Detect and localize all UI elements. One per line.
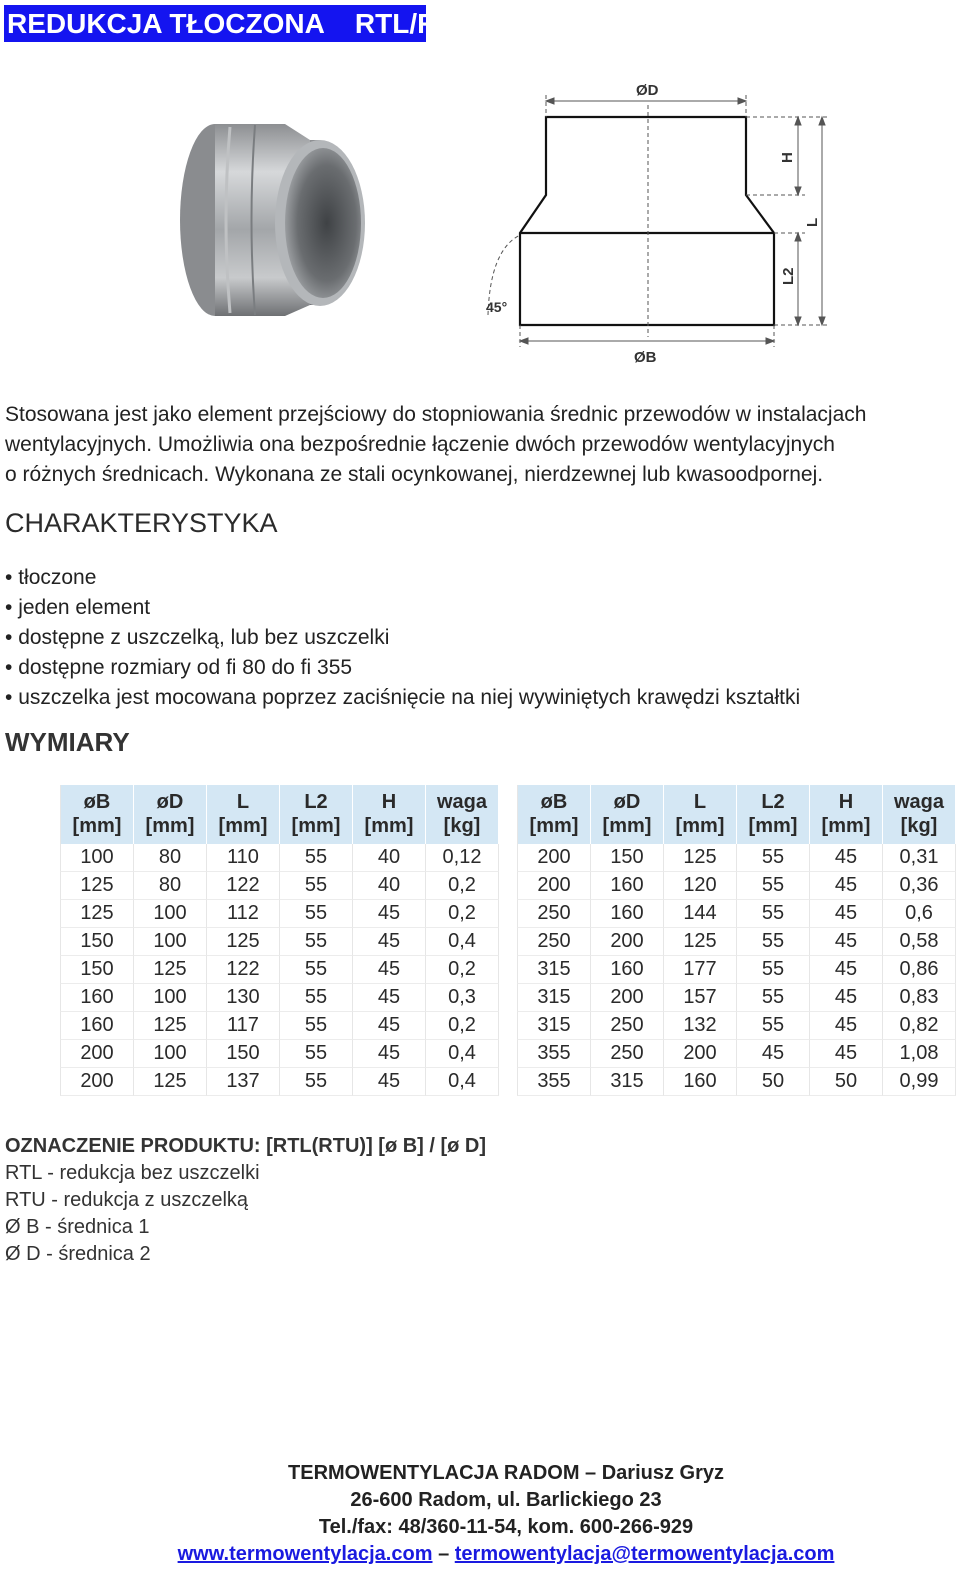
- column-header-text: [mm]: [821, 815, 871, 837]
- table-cell: 0,31: [883, 844, 956, 872]
- table-cell: 125: [134, 1068, 207, 1096]
- table-cell: 100: [134, 984, 207, 1012]
- table-cell: 45: [353, 1068, 426, 1096]
- table-cell: 50: [737, 1068, 810, 1096]
- table-cell: 55: [737, 1012, 810, 1040]
- table-row: [517, 984, 956, 1012]
- table-cell: 45: [353, 1040, 426, 1068]
- column-header: [517, 785, 591, 844]
- table-cell: 150: [60, 928, 134, 956]
- footer-links: [0, 1541, 960, 1568]
- table-cell: 355: [517, 1068, 591, 1096]
- table-row: [517, 1012, 956, 1040]
- label-l: L: [804, 217, 821, 227]
- column-header-text: [mm]: [529, 815, 579, 837]
- table-cell: 45: [810, 956, 883, 984]
- dimensions-heading: WYMIARY: [5, 727, 130, 757]
- table-cell: 80: [134, 844, 207, 872]
- table-cell: 200: [664, 1040, 737, 1068]
- label-l2: L2: [780, 267, 797, 285]
- table-cell: 125: [664, 844, 737, 872]
- column-header-text: øB: [540, 791, 568, 813]
- table-cell: 0,4: [426, 928, 499, 956]
- table-cell: 45: [353, 984, 426, 1012]
- column-header-text: [mm]: [72, 815, 122, 837]
- table-cell: 315: [517, 984, 591, 1012]
- table-row: [517, 872, 956, 900]
- table-cell: 45: [353, 956, 426, 984]
- table-cell: 200: [517, 844, 591, 872]
- table-cell: 55: [737, 900, 810, 928]
- column-header-text: [mm]: [602, 815, 652, 837]
- dimensions-table-right: [517, 785, 956, 1096]
- table-cell: 0,2: [426, 1012, 499, 1040]
- table-row: [60, 928, 499, 956]
- table-cell: 125: [134, 956, 207, 984]
- description-line: o różnych średnicach. Wykonana ze stali ocynkowanej, nierdzewnej lub kwasoodpornej.: [5, 463, 824, 486]
- table-cell: 45: [810, 984, 883, 1012]
- column-header-text: H: [381, 791, 397, 813]
- table-cell: 45: [810, 1040, 883, 1068]
- characteristics-heading: CHARAKTERYSTYKA: [5, 508, 278, 538]
- table-cell: 55: [280, 928, 353, 956]
- column-header-text: [kg]: [443, 815, 481, 837]
- list-item: • tłoczone: [5, 563, 800, 593]
- table-row: [60, 900, 499, 928]
- table-cell: 45: [737, 1040, 810, 1068]
- column-header: [810, 785, 883, 844]
- description: [5, 400, 955, 490]
- table-cell: 130: [207, 984, 280, 1012]
- table-cell: 125: [207, 928, 280, 956]
- column-header-text: [mm]: [145, 815, 195, 837]
- column-header-text: L2: [304, 791, 328, 813]
- table-cell: 0,2: [426, 872, 499, 900]
- column-header: [207, 785, 280, 844]
- column-header-text: L: [236, 791, 250, 813]
- table-row: [60, 844, 499, 872]
- table-cell: 40: [353, 872, 426, 900]
- table-cell: 45: [810, 900, 883, 928]
- table-cell: 55: [737, 872, 810, 900]
- table-cell: 150: [591, 844, 664, 872]
- description-line: wentylacyjnych. Umożliwia ona bezpośrednie łączenie dwóch przewodów wentylacyjnych: [5, 433, 835, 456]
- column-header-text: [kg]: [900, 815, 938, 837]
- label-diameter-d: ØD: [636, 82, 659, 99]
- label-diameter-b: ØB: [634, 349, 657, 366]
- table-cell: 45: [810, 872, 883, 900]
- product-code-heading: OZNACZENIE PRODUKTU: [RTL(RTU)] [ø B] / [ø D]: [5, 1135, 487, 1157]
- table-cell: 150: [207, 1040, 280, 1068]
- table-cell: 50: [810, 1068, 883, 1096]
- column-header-text: øD: [613, 791, 641, 813]
- table-cell: 0,2: [426, 956, 499, 984]
- table-cell: 45: [353, 1012, 426, 1040]
- table-cell: 160: [591, 956, 664, 984]
- table-row: [517, 956, 956, 984]
- table-cell: 55: [280, 872, 353, 900]
- column-header-text: H: [838, 791, 854, 813]
- table-cell: 250: [517, 928, 591, 956]
- table-cell: 160: [60, 1012, 134, 1040]
- table-cell: 160: [60, 984, 134, 1012]
- table-cell: 250: [591, 1040, 664, 1068]
- table-cell: 45: [353, 928, 426, 956]
- column-header-text: waga: [893, 791, 945, 813]
- table-cell: 150: [60, 956, 134, 984]
- product-code-line: RTU - redukcja z uszczelką: [5, 1189, 249, 1211]
- table-row: [60, 984, 499, 1012]
- table-cell: 100: [60, 844, 134, 872]
- table-cell: 0,86: [883, 956, 956, 984]
- column-header-text: [mm]: [218, 815, 268, 837]
- column-header: [591, 785, 664, 844]
- dimensions-table-left: [60, 785, 499, 1096]
- table-cell: 112: [207, 900, 280, 928]
- column-header-text: [mm]: [364, 815, 414, 837]
- table-cell: 117: [207, 1012, 280, 1040]
- table-row: [517, 900, 956, 928]
- table-cell: 55: [737, 956, 810, 984]
- table-cell: 250: [517, 900, 591, 928]
- table-cell: 55: [280, 900, 353, 928]
- table-cell: 100: [134, 1040, 207, 1068]
- table-cell: 315: [591, 1068, 664, 1096]
- page-title: REDUKCJA TŁOCZONA RTL/RTU: [4, 5, 426, 42]
- table-cell: 45: [810, 844, 883, 872]
- table-cell: 0,12: [426, 844, 499, 872]
- table-row: [517, 928, 956, 956]
- table-cell: 55: [280, 984, 353, 1012]
- table-cell: 315: [517, 1012, 591, 1040]
- table-cell: 200: [591, 928, 664, 956]
- website-link[interactable]: www.termowentylacja.com: [177, 1543, 433, 1565]
- table-cell: 120: [664, 872, 737, 900]
- column-header: [353, 785, 426, 844]
- list-item: • jeden element: [5, 593, 800, 623]
- table-cell: 125: [60, 900, 134, 928]
- table-cell: 55: [280, 956, 353, 984]
- table-header-row: [517, 785, 956, 844]
- table-cell: 100: [134, 900, 207, 928]
- table-cell: 0,58: [883, 928, 956, 956]
- column-header: [280, 785, 353, 844]
- table-row: [517, 1040, 956, 1068]
- column-header-text: L2: [761, 791, 785, 813]
- footer-separator: –: [438, 1543, 450, 1565]
- table-cell: 160: [591, 900, 664, 928]
- table-cell: 55: [737, 928, 810, 956]
- table-cell: 55: [280, 1068, 353, 1096]
- characteristics-list: [5, 563, 800, 713]
- footer-address: 26-600 Radom, ul. Barlickiego 23: [350, 1489, 662, 1511]
- table-cell: 0,99: [883, 1068, 956, 1096]
- table-cell: 250: [591, 1012, 664, 1040]
- technical-drawing: [470, 75, 840, 375]
- table-cell: 0,4: [426, 1040, 499, 1068]
- table-cell: 55: [737, 844, 810, 872]
- footer-company: TERMOWENTYLACJA RADOM – Dariusz Gryz: [288, 1462, 724, 1484]
- column-header-text: øB: [83, 791, 111, 813]
- table-cell: 80: [134, 872, 207, 900]
- table-cell: 55: [280, 1040, 353, 1068]
- table-cell: 0,83: [883, 984, 956, 1012]
- table-cell: 100: [134, 928, 207, 956]
- table-cell: 45: [810, 928, 883, 956]
- table-row: [60, 956, 499, 984]
- table-cell: 125: [60, 872, 134, 900]
- email-link[interactable]: termowentylacja@termowentylacja.com: [454, 1543, 835, 1565]
- column-header-text: [mm]: [291, 815, 341, 837]
- table-cell: 45: [353, 900, 426, 928]
- table-cell: 157: [664, 984, 737, 1012]
- table-cell: 55: [280, 844, 353, 872]
- table-cell: 122: [207, 872, 280, 900]
- table-cell: 0,6: [883, 900, 956, 928]
- product-code-line: Ø B - średnica 1: [5, 1216, 150, 1238]
- column-header: [664, 785, 737, 844]
- table-cell: 200: [591, 984, 664, 1012]
- table-cell: 55: [737, 984, 810, 1012]
- column-header: [426, 785, 499, 844]
- column-header-text: [mm]: [675, 815, 725, 837]
- column-header: [134, 785, 207, 844]
- table-cell: 55: [280, 1012, 353, 1040]
- table-cell: 200: [517, 872, 591, 900]
- table-cell: 132: [664, 1012, 737, 1040]
- column-header: [883, 785, 956, 844]
- table-cell: 160: [664, 1068, 737, 1096]
- label-h: H: [779, 152, 796, 163]
- table-cell: 137: [207, 1068, 280, 1096]
- table-cell: 315: [517, 956, 591, 984]
- table-cell: 0,3: [426, 984, 499, 1012]
- table-cell: 0,82: [883, 1012, 956, 1040]
- table-body: [517, 844, 956, 1096]
- table-row: [60, 1040, 499, 1068]
- table-cell: 200: [60, 1068, 134, 1096]
- table-cell: 0,2: [426, 900, 499, 928]
- footer-phone: Tel./fax: 48/360-11-54, kom. 600-266-929: [318, 1516, 694, 1538]
- list-item: • dostępne z uszczelką, lub bez uszczelki: [5, 623, 800, 653]
- list-item: • dostępne rozmiary od fi 80 do fi 355: [5, 653, 800, 683]
- table-cell: 0,4: [426, 1068, 499, 1096]
- table-cell: 1,08: [883, 1040, 956, 1068]
- table-row: [60, 872, 499, 900]
- table-cell: 125: [134, 1012, 207, 1040]
- table-cell: 122: [207, 956, 280, 984]
- footer: [0, 1460, 960, 1568]
- product-photo: [170, 115, 385, 330]
- product-code-line: Ø D - średnica 2: [5, 1243, 151, 1265]
- table-cell: 0,36: [883, 872, 956, 900]
- table-cell: 200: [60, 1040, 134, 1068]
- table-cell: 177: [664, 956, 737, 984]
- table-row: [60, 1068, 499, 1096]
- table-row: [517, 1068, 956, 1096]
- table-cell: 355: [517, 1040, 591, 1068]
- table-cell: 125: [664, 928, 737, 956]
- column-header: [60, 785, 134, 844]
- table-cell: 160: [591, 872, 664, 900]
- table-row: [60, 1012, 499, 1040]
- table-header-row: [60, 785, 499, 844]
- table-cell: 40: [353, 844, 426, 872]
- column-header-text: waga: [436, 791, 488, 813]
- column-header: [737, 785, 810, 844]
- table-cell: 45: [810, 1012, 883, 1040]
- column-header-text: øD: [156, 791, 184, 813]
- product-code-section: [5, 1133, 486, 1268]
- table-cell: 144: [664, 900, 737, 928]
- table-cell: 110: [207, 844, 280, 872]
- label-angle: 45°: [486, 299, 508, 315]
- table-row: [517, 844, 956, 872]
- table-body: [60, 844, 499, 1096]
- description-line: Stosowana jest jako element przejściowy do stopniowania średnic przewodów w instalacjach: [5, 403, 867, 426]
- column-header-text: [mm]: [748, 815, 798, 837]
- product-code-line: RTL - redukcja bez uszczelki: [5, 1162, 260, 1184]
- column-header-text: L: [693, 791, 707, 813]
- list-item: • uszczelka jest mocowana poprzez zaciśnięcie na niej wywiniętych krawędzi kształtki: [5, 683, 800, 713]
